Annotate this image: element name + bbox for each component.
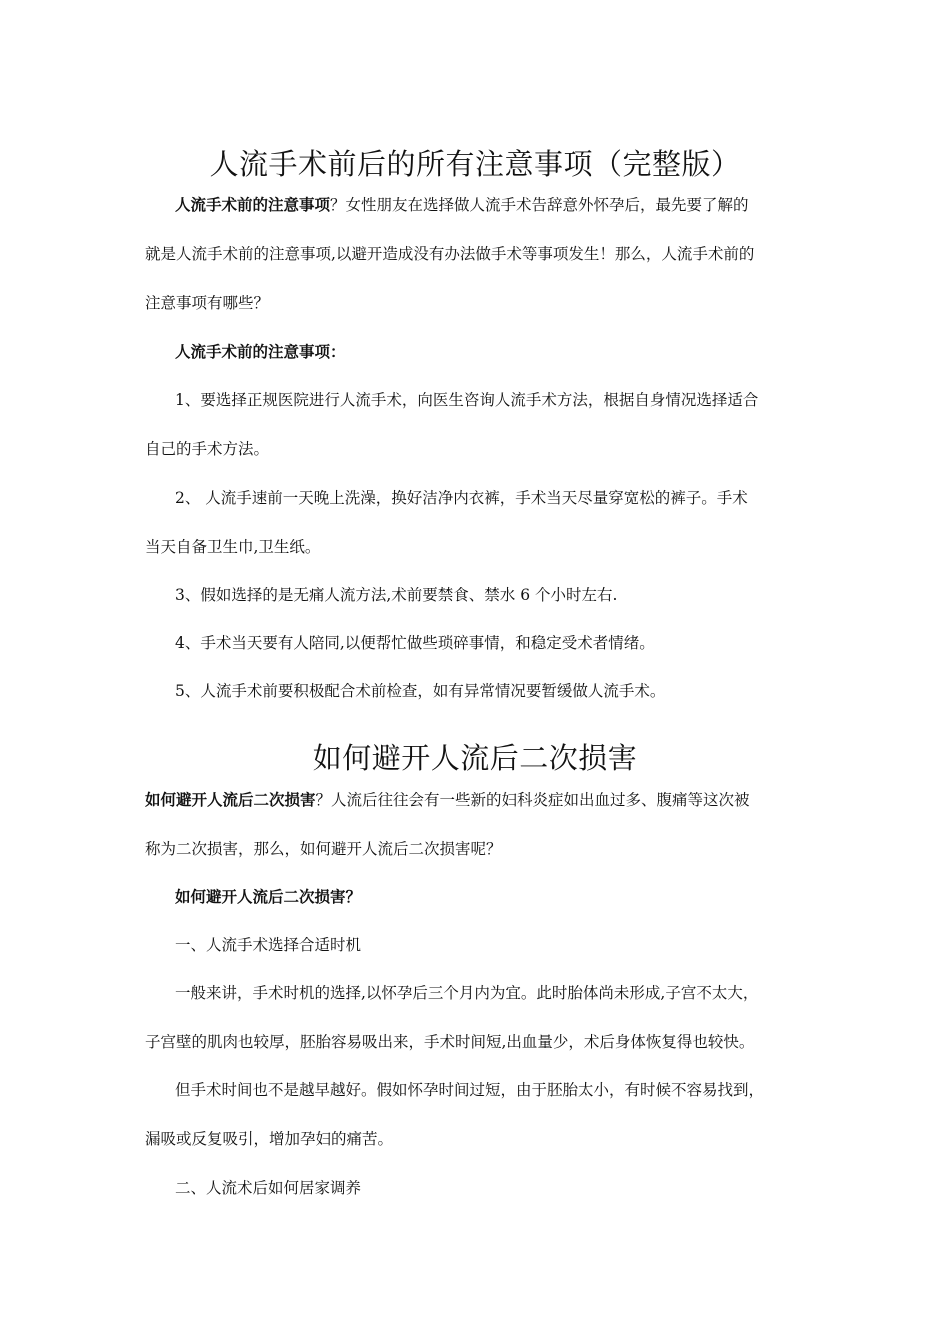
list-item-4: 4、手术当天要有人陪同,以便帮忙做些琐碎事情，和稳定受术者情绪。: [175, 634, 655, 652]
point-heading-1: 一、人流手术选择合适时机: [175, 936, 362, 954]
intro-paragraph-line: [175, 195, 749, 215]
section-subheading: 如何避开人流后二次损害？: [175, 887, 362, 906]
list-item-3: 3、假如选择的是无痛人流方法,术前要禁食、禁水 6 个小时左右.: [175, 586, 618, 604]
list-item-2: 2、 人流手速前一天晚上洗澡，换好洁净内衣裤，手术当天尽量穿宽松的裤子。手术: [175, 489, 748, 507]
list-item-1: 1、要选择正规医院进行人流手术，向医生咨询人流手术方法，根据自身情况选择适合: [175, 391, 759, 409]
intro-paragraph-line: 称为二次损害，那么，如何避开人流后二次损害呢？: [145, 840, 502, 858]
section-title: 如何避开人流后二次损害: [312, 741, 638, 775]
intro-paragraph-line: 注意事项有哪些？: [145, 294, 270, 312]
point-heading-2: 二、人流术后如何居家调养: [175, 1179, 362, 1197]
section-subheading: 人流手术前的注意事项：: [175, 342, 346, 361]
intro-paragraph-line: [145, 790, 750, 810]
intro-bold-lead: 人流手术前的注意事项: [175, 195, 331, 214]
list-item-2-continued: 当天自备卫生巾,卫生纸。: [145, 538, 321, 556]
paragraph-line: 子宫壁的肌肉也较厚，胚胎容易吸出来，手术时间短,出血量少，术后身体恢复得也较快。: [145, 1033, 755, 1051]
intro-text: ？人流后往往会有一些新的妇科炎症如出血过多、腹痛等这次被: [315, 791, 750, 809]
list-item-5: 5、人流手术前要积极配合术前检查，如有异常情况要暂缓做人流手术。: [175, 682, 666, 700]
intro-paragraph-line: 就是人流手术前的注意事项,以避开造成没有办法做手术等事项发生！那么，人流手术前的: [145, 245, 755, 263]
intro-text: ？女性朋友在选择做人流手术告辞意外怀孕后，最先要了解的: [330, 196, 749, 214]
paragraph-line: 漏吸或反复吸引，增加孕妇的痛苦。: [145, 1130, 394, 1148]
paragraph-line: 一般来讲，手术时机的选择,以怀孕后三个月内为宜。此时胎体尚未形成,子宫不太大，: [175, 984, 759, 1002]
paragraph-line: 但手术时间也不是越早越好。假如怀孕时间过短，由于胚胎太小，有时候不容易找到，: [175, 1081, 765, 1099]
intro-bold-lead: 如何避开人流后二次损害: [145, 790, 316, 809]
list-item-1-continued: 自己的手术方法。: [145, 440, 270, 458]
document-title: 人流手术前后的所有注意事项（完整版）: [209, 147, 741, 181]
